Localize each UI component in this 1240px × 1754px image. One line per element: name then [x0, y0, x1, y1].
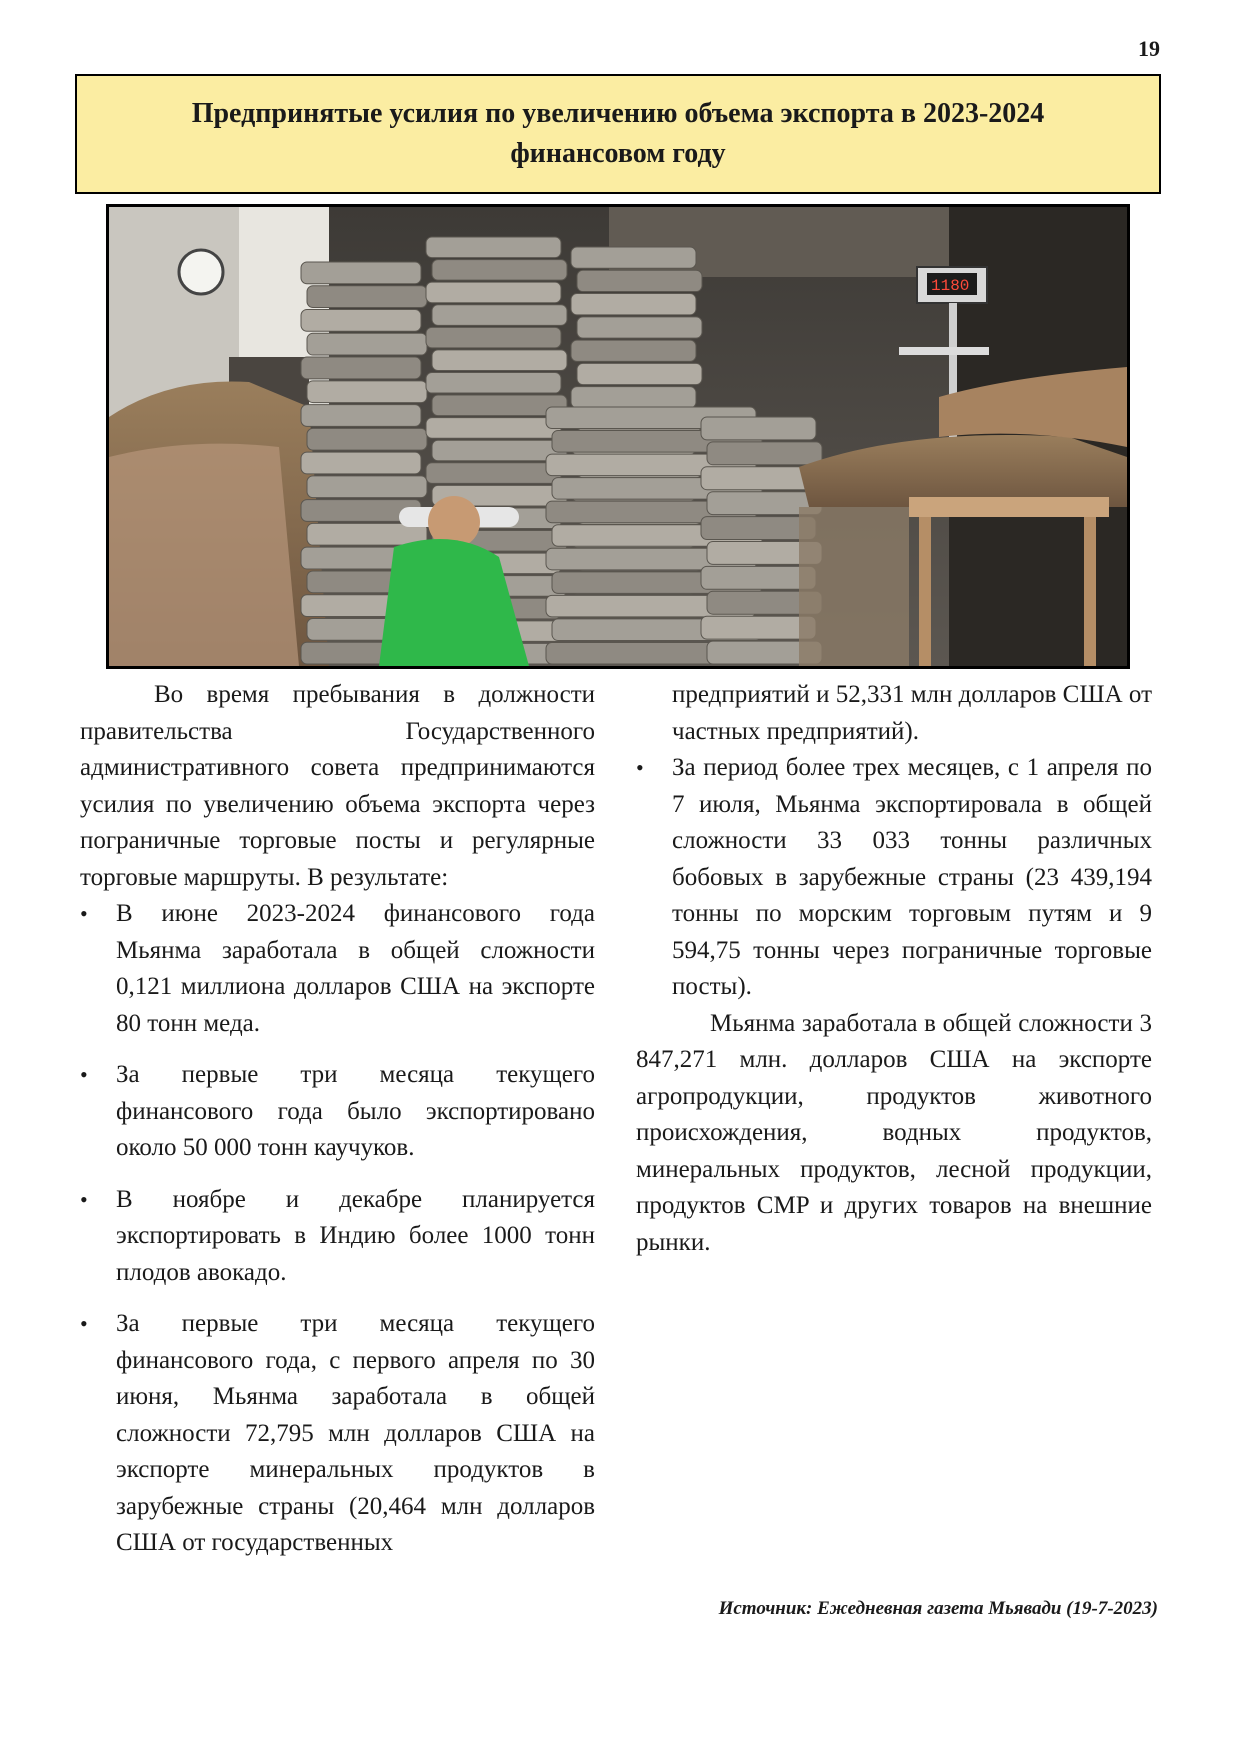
left-column [80, 677, 595, 1577]
warehouse-photo [106, 204, 1130, 669]
right-bullet-list [636, 750, 1152, 1006]
page-title: Предпринятые усилия по увеличению объема экспорта в 2023-2024 финансовом году [191, 98, 1045, 169]
list-item: • За первые три месяца текущего финансового года было экспортировано около 50 000 тонн каучуков. [80, 1057, 595, 1167]
list-item: • В июне 2023-2024 финансового года Мьянма заработала в общей сложности 0,121 миллиона долларов США на экспорте 80 тонн меда. [80, 896, 595, 1042]
rubber-sheets-warehouse-photo [109, 207, 1127, 666]
bullet-continuation: предприятий и 52,331 млн долларов США от частных предприятий). [672, 681, 1152, 745]
page-number: 19 [1138, 36, 1160, 61]
title-banner [75, 74, 1161, 194]
source-citation: Источник: Ежедневная газета Мьявади (19-7-2023) [718, 1598, 1158, 1619]
list-item: • За первые три месяца текущего финансового года, с первого апреля по 30 июня, Мьянма заработала в общей сложности 72,795 млн долларов США на экспорте минеральных продуктов в зарубежные страны (20,464 млн долларов США от государственных [80, 1306, 595, 1562]
list-item: • За период более трех месяцев, с 1 апреля по 7 июля, Мьянма экспортировала в общей сложности 33 033 тонны различных бобовых в зарубежные страны (23 439,194 тонны по морским торговым путям и 9 594,75 тонны через пограничные торговые посты). [636, 750, 1152, 1006]
intro-paragraph: Во время пребывания в должности правительства Государственного административного совета предпринимаются усилия по увеличению объема экспорта через пограничные торговые посты и регулярные торговые маршруты. В результате: [80, 681, 595, 891]
list-item: • В ноябре и декабре планируется экспортировать в Индию более 1000 тонн плодов авокадо. [80, 1182, 595, 1292]
scale-display: 1180 [931, 277, 970, 295]
right-column [636, 677, 1152, 1261]
left-bullet-list [80, 896, 595, 1562]
summary-paragraph: Мьянма заработала в общей сложности 3 847,271 млн. долларов США на экспорте агропродукции, продуктов животного происхождения, водных продуктов, минеральных продуктов, лесной продукции, продуктов CMP и других товаров на внешние рынки. [636, 1009, 1152, 1256]
